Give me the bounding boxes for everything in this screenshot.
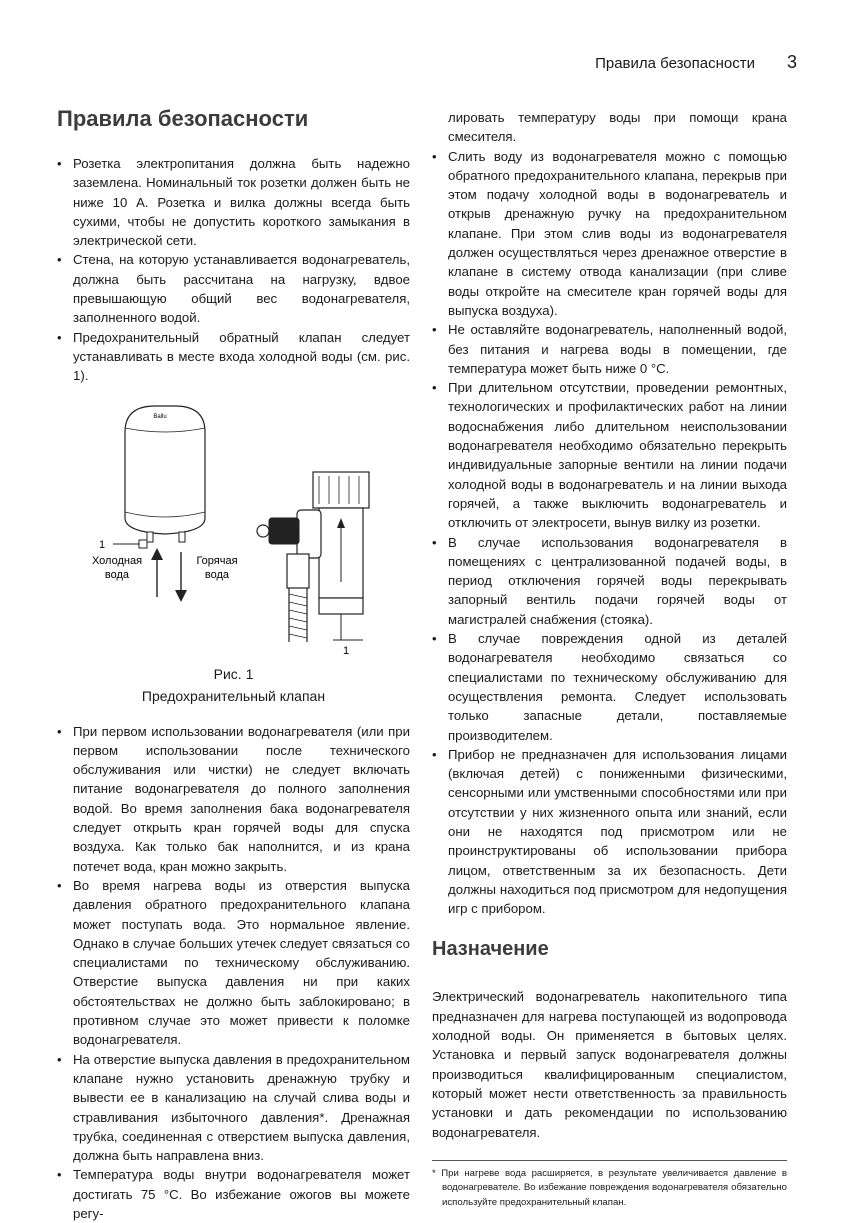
hot-pipe (179, 532, 185, 542)
figure-caption-number: Рис. 1 (213, 665, 254, 682)
bullet-list-top (57, 154, 410, 386)
label-cold-1: Холодная (91, 554, 143, 567)
list-item: • Предохранительный обратный клапан следует устанавливать в месте входа холодной воды (см. рис. 1). (57, 329, 410, 384)
hot-arrow-head (175, 590, 187, 602)
figure-safety-valve (57, 392, 410, 662)
bullet-list-right (432, 147, 787, 919)
purpose-paragraph: Электрический водонагреватель накопительного типа предназначен для нагрева поступающей из водопровода холодной воды. Он применяется в бытовых целях. Установка и первый запуск водонагревателя должны производиться квалифицированным специалистом, который может нести ответственность за правильность установки и дать рекомендации по использованию водонагревателя. (432, 989, 787, 1140)
left-column (57, 106, 410, 1223)
bullet-list-bottom (57, 722, 410, 1223)
list-item: • Прибор не предназначен для использования лицами (включая детей) с пониженными физическими, сенсорными или умственными способностями или при отсутствии у них жизненного опыта или знаний, если они не находятся под присмотром или не проинструктированы об использовании прибора лицом, ответственным за их безопасность. Дети должны находиться под присмотром для недопущения игр с прибором. (432, 746, 787, 917)
list-item: • Не оставляйте водонагреватель, наполненный водой, без питания и нагрева воды в помещении, где температура может быть ниже 0 °С. (432, 322, 787, 376)
page-header (595, 52, 797, 73)
safety-valve-drawing (257, 472, 369, 642)
right-column (432, 108, 787, 1220)
list-item: • Слить воду из водонагревателя можно с помощью обратного предохранительного клапана, перекрыв при этом подачу холодной воды в водонагреватель и открыв дренажную ручку на предохранительном клапане. При этом слив воды из водонагревателя должен осуществляться через дренажное отверстие в клапане в систему отвода канализации (при сливе воды откройте на смесителе кран горячей воды для выпуска воздуха). (432, 148, 787, 318)
footnote: * При нагреве вода расширяется, в результате увеличивается давление в водонагревателе. Во избежание повреждения водонагревателя обязательно используйте предохранительный клапан. (432, 1167, 787, 1208)
brand-logo: Ballu (153, 413, 167, 420)
list-item: • При первом использовании водонагревателя (или при первом использовании после технического обслуживания или чистки) не следует включать питание водонагревателя до полного заполнения водой. Во время заполнения бака водонагревателя следует открыть кран горячей воды для спуска воздуха. Как только бак наполнится, и из крана потечет вода, кран можно закрыть. (57, 723, 410, 874)
list-item: • Во время нагрева воды из отверстия выпуска давления обратного предохранительного клапана может поступать вода. Это нормальное явление. Однако в случае больших утечек следует связаться со специалистами по техническому обслуживанию. Отверстие выпуска давления ни при каких обстоятельствах не должно быть заблокировано; в противном случае это может привести к поломке водонагревателя. (57, 877, 410, 1048)
valve-small (139, 540, 147, 548)
footnote-divider (432, 1160, 787, 1161)
section-title-purpose: Назначение (432, 938, 549, 961)
callout-1-right: 1 (343, 644, 350, 657)
list-item: • В случае повреждения одной из деталей водонагревателя необходимо связаться со специалистами по техническому обслуживанию для осуществления ремонта. Следует использовать только запасные детали, поставляемые производителем. (432, 631, 787, 743)
label-cold-2: вода (104, 568, 130, 581)
valve-diagram (57, 392, 410, 662)
list-item: • При длительном отсутствии, проведении ремонтных, технологических и профилактических работ на линии водоснабжения либо длительном неиспользовании водонагревателя необходимо обязательно перекрыть индивидуальные запорные вентили на линии подачи холодной воды в водонагреватель и на линии выхода горячей, а также выключить водонагреватель и отключить от электросети, вынув вилку из розетки. (432, 380, 787, 531)
list-item: • Температура воды внутри водонагревателя может достигать 75 °С. Во избежание ожогов вы можете регу- (57, 1167, 410, 1221)
running-header-section: Правила безопасности (595, 55, 755, 72)
continuation-text: лировать температуру воды при помощи крана смесителя. (448, 110, 787, 145)
figure-caption-title: Предохранительный клапан (141, 687, 326, 704)
list-item: • В случае использования водонагревателя в помещениях с централизованной подачей воды, в период отключения горячей воды перекрывать запорный вентиль подачи горячей воды от магистралей снабжения (стояка). (432, 534, 787, 627)
page-number: 3 (786, 52, 797, 72)
section-title-safety: Правила безопасности (57, 106, 309, 131)
label-hot-2: вода (204, 568, 230, 581)
cold-pipe (147, 532, 153, 542)
list-item: • Розетка электропитания должна быть надежно заземлена. Номинальный ток розетки должен быть не ниже 10 А. Розетка и вилка должны всегда быть сухими, чтобы не допустить короткого замыкания в электрической сети. (57, 156, 410, 249)
label-hot-1: Горячая (196, 554, 238, 567)
list-item: • На отверстие выпуска давления в предохранительном клапане нужно установить дренажную трубку и вывести ее в канализацию на случай слива воды и стравливания избыточного давления*. Дренажная трубка, соединенная с отверстием выпуска давления, должна быть направлена вниз. (57, 1051, 410, 1164)
cold-arrow-head (151, 548, 163, 560)
list-item: • Стена, на которую устанавливается водонагреватель, должна быть рассчитана на нагрузку, вдвое превышающую общий вес водонагревателя, заполненного водой. (57, 252, 410, 326)
callout-1-left: 1 (99, 538, 106, 551)
